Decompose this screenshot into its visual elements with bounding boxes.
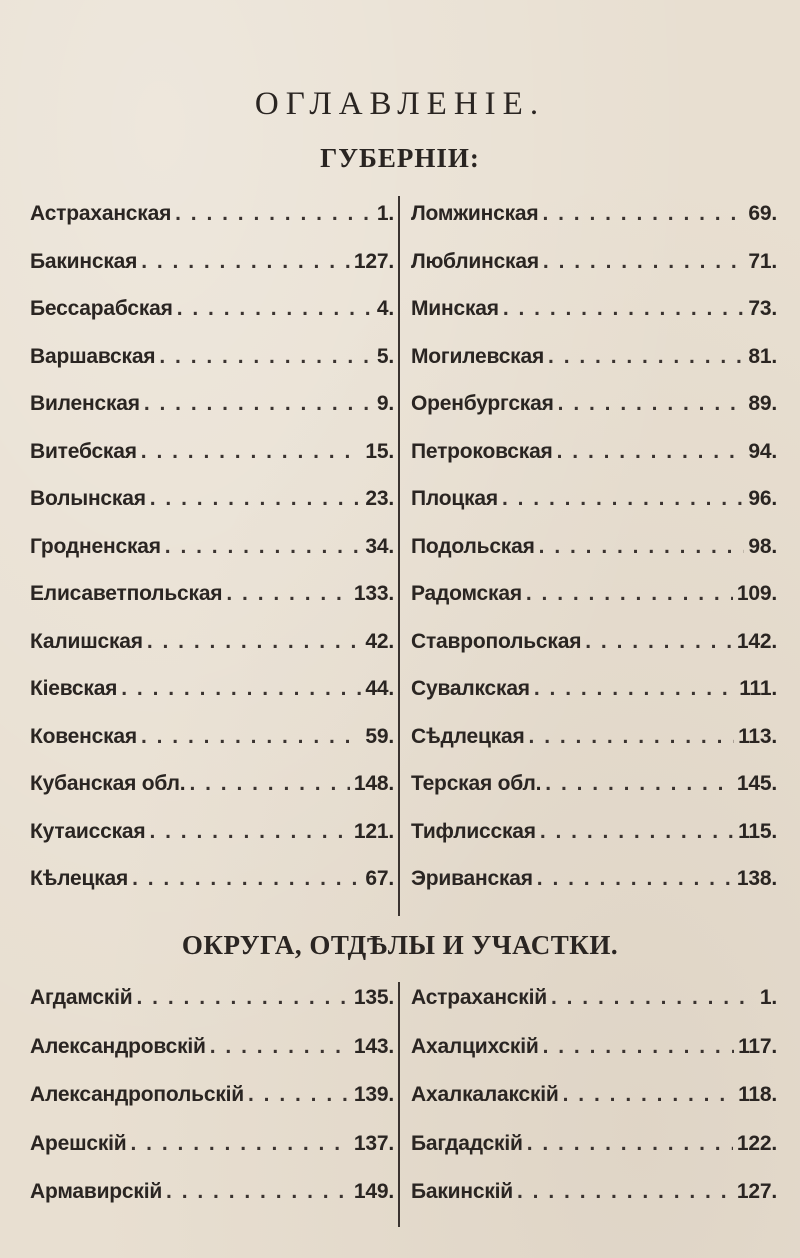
toc-entry-page-number: 9. [376, 392, 394, 415]
dot-leader [132, 867, 361, 891]
toc-entry [30, 196, 394, 232]
toc-entry [30, 1174, 394, 1210]
toc-entry-page-number: 67. [365, 867, 394, 890]
toc-entry-page-number: 15. [365, 439, 394, 463]
toc-entry [411, 1077, 777, 1113]
section-title-guberni: ГУБЕРНІИ: [320, 143, 480, 173]
toc-entry-name: Александропольскій [30, 1083, 244, 1106]
toc-entry-name: Калишская [30, 629, 143, 653]
toc-entry-name: Кубанская обл. [30, 772, 186, 795]
toc-entry-name: Петроковская [411, 439, 553, 463]
toc-entry-name: Ломжинская [411, 202, 539, 225]
toc-entry-page-number: 148. [353, 772, 394, 795]
dot-leader [543, 1035, 735, 1059]
toc-entry-page-number: 73. [748, 297, 777, 320]
toc-entry-page-number: 59. [365, 724, 394, 748]
toc-entry [30, 481, 394, 517]
toc-entry [30, 386, 394, 422]
toc-entry-name: Варшавская [30, 344, 156, 368]
toc-entry [30, 291, 394, 327]
toc-entry-name: Люблинская [411, 249, 539, 273]
toc-entry [411, 1174, 777, 1210]
dot-leader [558, 392, 745, 416]
toc-entry-name: Бакинская [30, 249, 138, 273]
dot-leader [551, 986, 756, 1010]
toc-entry-page-number: 118. [738, 1083, 777, 1106]
dot-leader [226, 582, 350, 606]
toc-entry-page-number: 133. [353, 582, 394, 605]
toc-entry [30, 980, 394, 1016]
toc-entry-page-number: 94. [748, 439, 777, 463]
toc-entry-name: Волынская [30, 487, 146, 510]
toc-entry-page-number: 142. [736, 629, 777, 653]
toc-entry-page-number: 109. [736, 582, 777, 605]
okruga-left-column [30, 980, 394, 1220]
toc-entry-page-number: 44. [365, 677, 394, 700]
toc-entry-name: Минская [411, 297, 499, 320]
toc-entry [411, 576, 777, 612]
page-title: ОГЛАВЛЕНІЕ. [254, 86, 546, 122]
toc-entry [411, 624, 777, 660]
dot-leader [189, 772, 349, 796]
toc-entry-name: Эриванская [411, 867, 533, 890]
toc-entry-page-number: 89. [748, 392, 777, 415]
toc-entry-page-number: 23. [365, 487, 394, 510]
dot-leader [526, 582, 733, 606]
toc-entry [411, 339, 777, 375]
dot-leader [149, 820, 349, 844]
toc-entry [30, 624, 394, 660]
toc-entry [411, 529, 777, 565]
toc-entry-name: Ахалцихскій [411, 1034, 539, 1058]
dot-leader [563, 1083, 734, 1107]
toc-entry [30, 1126, 394, 1162]
toc-entry [411, 814, 777, 850]
toc-entry [411, 244, 777, 280]
toc-entry [30, 1077, 394, 1113]
toc-entry [30, 529, 394, 565]
toc-entry-name: Багдадскій [411, 1131, 523, 1155]
toc-entry-page-number: 143. [353, 1034, 394, 1058]
toc-entry-page-number: 145. [736, 772, 777, 795]
toc-entry [411, 861, 777, 897]
toc-entry-page-number: 1. [759, 986, 777, 1009]
dot-leader [540, 820, 734, 844]
toc-entry-name: Арешскій [30, 1131, 127, 1155]
toc-entry [30, 814, 394, 850]
toc-entry-page-number: 121. [353, 819, 394, 843]
dot-leader [517, 1180, 733, 1204]
toc-entry [30, 244, 394, 280]
toc-entry-page-number: 98. [748, 534, 777, 558]
toc-entry-name: Ковенская [30, 724, 137, 748]
dot-leader [545, 772, 733, 796]
okruga-right-column [411, 980, 777, 1220]
toc-entry [411, 481, 777, 517]
toc-entry [30, 766, 394, 802]
dot-leader [131, 1132, 350, 1156]
toc-entry-page-number: 127. [353, 249, 394, 273]
toc-entry-name: Сувалкская [411, 677, 530, 700]
toc-entry-name: Тифлисская [411, 819, 536, 843]
dot-leader [159, 345, 373, 369]
toc-entry-name: Ставропольская [411, 629, 582, 653]
toc-entry-page-number: 81. [748, 344, 777, 368]
toc-entry-page-number: 127. [736, 1180, 777, 1203]
toc-entry [411, 1029, 777, 1065]
toc-entry-page-number: 42. [365, 629, 394, 653]
toc-entry-name: Астраханская [30, 202, 172, 225]
toc-entry-name: Кѣлецкая [30, 867, 129, 890]
toc-entry [30, 1029, 394, 1065]
toc-entry-page-number: 71. [748, 249, 777, 273]
toc-entry-name: Бессарабская [30, 297, 173, 320]
toc-entry-name: Кіевская [30, 677, 118, 700]
toc-entry-name: Ахалкалакскій [411, 1083, 559, 1106]
toc-entry [411, 671, 777, 707]
dot-leader [147, 630, 362, 654]
section-title-okruga: ОКРУГА, ОТДѢЛЫ И УЧАСТКИ. [181, 930, 619, 960]
toc-entry-name: Могилевская [411, 344, 545, 368]
dot-leader [121, 677, 361, 701]
toc-entry-page-number: 69. [748, 202, 777, 225]
dot-leader [529, 725, 735, 749]
toc-entry [411, 291, 777, 327]
dot-leader [537, 867, 733, 891]
toc-entry-name: Агдамскій [30, 986, 133, 1009]
dot-leader [585, 630, 733, 654]
toc-entry-page-number: 149. [353, 1180, 394, 1203]
toc-entry-name: Подольская [411, 534, 535, 558]
column-divider [398, 982, 400, 1227]
toc-entry-name: Витебская [30, 439, 137, 463]
toc-entry-name: Астраханскій [411, 986, 547, 1009]
dot-leader [534, 677, 735, 701]
toc-entry-name: Гродненская [30, 534, 161, 558]
dot-leader [543, 250, 745, 274]
toc-entry-name: Армавирскій [30, 1180, 163, 1203]
dot-leader [527, 1132, 733, 1156]
toc-entry-page-number: 115. [738, 819, 777, 843]
toc-entry-name: Елисаветпольская [30, 582, 223, 605]
toc-entry-name: Бакинскій [411, 1180, 514, 1203]
toc-entry [411, 196, 777, 232]
dot-leader [539, 535, 745, 559]
toc-entry-name: Кутаисская [30, 819, 146, 843]
toc-entry [30, 576, 394, 612]
dot-leader [210, 1035, 350, 1059]
column-divider [398, 196, 400, 916]
dot-leader [141, 440, 362, 464]
dot-leader [542, 202, 744, 226]
toc-entry [411, 980, 777, 1016]
toc-entry [30, 339, 394, 375]
toc-entry [30, 861, 394, 897]
toc-entry-page-number: 4. [376, 297, 394, 320]
toc-entry-page-number: 138. [736, 867, 777, 890]
toc-entry-name: Радомская [411, 582, 522, 605]
toc-entry-name: Плоцкая [411, 487, 498, 510]
toc-entry-name: Виленская [30, 392, 140, 415]
dot-leader [144, 392, 373, 416]
dot-leader [141, 725, 361, 749]
dot-leader [141, 250, 350, 274]
toc-entry-name: Сѣдлецкая [411, 724, 525, 748]
guberni-right-column [411, 196, 777, 916]
toc-entry [411, 766, 777, 802]
dot-leader [165, 535, 362, 559]
toc-entry [411, 434, 777, 470]
toc-entry-name: Оренбургская [411, 392, 554, 415]
dot-leader [502, 487, 744, 511]
dot-leader [177, 297, 373, 321]
toc-entry-page-number: 117. [738, 1034, 777, 1058]
dot-leader [175, 202, 373, 226]
toc-entry-name: Терская обл. [411, 772, 542, 795]
dot-leader [137, 986, 350, 1010]
toc-entry-page-number: 111. [739, 677, 777, 700]
toc-entry-page-number: 139. [353, 1083, 394, 1106]
toc-entry [30, 434, 394, 470]
toc-entry-name: Александровскій [30, 1034, 206, 1058]
toc-entry [411, 1126, 777, 1162]
dot-leader [503, 297, 745, 321]
toc-entry [30, 719, 394, 755]
dot-leader [248, 1083, 350, 1107]
dot-leader [557, 440, 745, 464]
toc-entry-page-number: 113. [738, 724, 777, 748]
toc-entry-page-number: 137. [353, 1131, 394, 1155]
toc-entry-page-number: 5. [376, 344, 394, 368]
toc-entry-page-number: 135. [353, 986, 394, 1009]
toc-entry-page-number: 122. [736, 1131, 777, 1155]
toc-entry [30, 671, 394, 707]
guberni-left-column [30, 196, 394, 916]
toc-entry-page-number: 96. [748, 487, 777, 510]
dot-leader [150, 487, 362, 511]
toc-entry [411, 719, 777, 755]
toc-entry-page-number: 34. [365, 534, 394, 558]
toc-entry [411, 386, 777, 422]
toc-entry-page-number: 1. [376, 202, 394, 225]
dot-leader [548, 345, 744, 369]
dot-leader [166, 1180, 350, 1204]
